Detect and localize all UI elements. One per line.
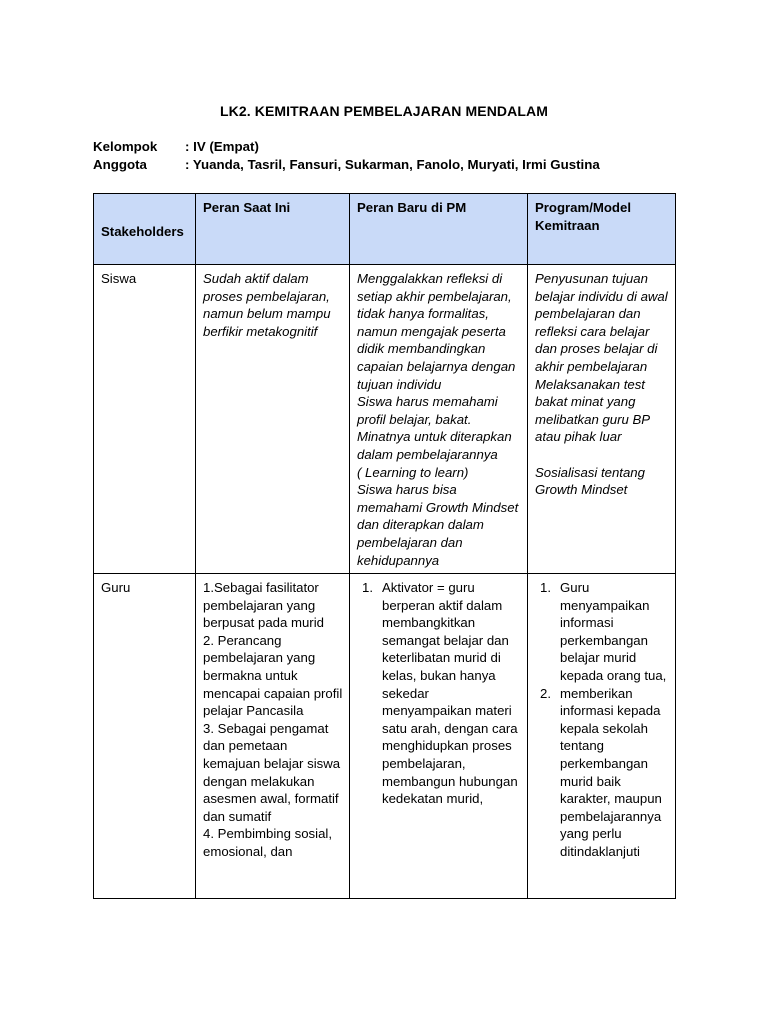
kelompok-value: : IV (Empat) [185, 139, 259, 154]
table-row-siswa [94, 265, 676, 574]
list-item [535, 579, 669, 685]
guru-peran-saat-ini [196, 574, 350, 899]
siswa-program-paragraph: Penyusunan tujuan belajar individu di awal pembelajaran dan refleksi cara belajar dan proses belajar di akhir pembelajaran [535, 271, 668, 374]
siswa-program [528, 265, 676, 574]
siswa-peran-baru-paragraph: ( Learning to learn) [357, 464, 469, 480]
guru-stakeholder: Guru [94, 574, 196, 899]
header-peran-saat-ini: Peran Saat Ini [196, 194, 350, 265]
siswa-program-spacer [535, 446, 669, 464]
guru-peran-baru [350, 574, 528, 899]
list-text: Guru menyampaikan informasi perkembangan belajar murid kepada orang tua, [560, 580, 667, 684]
document-title: LK2. KEMITRAAN PEMBELAJARAN MENDALAM [220, 103, 548, 119]
kelompok-label: Kelompok [93, 139, 158, 154]
header-program: Program/Model Kemitraan [528, 194, 676, 265]
list-number: 1. [540, 580, 551, 596]
list-text: memberikan informasi kepada kepala sekolah tentang perkembangan murid baik karakter, maupun pembelajarannya yang perlu ditindaklanjuti [560, 685, 662, 859]
guru-peran-saat-ini-item: 1.Sebagai fasilitator pembelajaran yang berpusat pada murid [203, 580, 324, 631]
list-number: 2. [540, 685, 551, 701]
guru-peran-saat-ini-item: 2. Perancang pembelajaran yang bermakna untuk mencapai capaian profil pelajar Pancasila [203, 632, 343, 719]
partnership-table [93, 193, 676, 899]
header-peran-baru: Peran Baru di PM [350, 194, 528, 265]
guru-program [528, 574, 676, 899]
guru-program-list [535, 579, 669, 861]
siswa-program-paragraph: Sosialisasi tentang Growth Mindset [535, 464, 645, 498]
list-number: 1. [362, 580, 373, 596]
siswa-peran-baru-paragraph: Menggalakkan refleksi di setiap akhir pembelajaran, tidak hanya formalitas, namun mengajak peserta didik membandingkan capaian belajarnya dengan tujuan individu [357, 271, 516, 392]
anggota-label: Anggota [93, 157, 147, 172]
kelompok-line [93, 139, 259, 154]
header-stakeholder: Stakeholders [94, 194, 196, 265]
guru-peran-baru-list [357, 579, 521, 808]
guru-peran-saat-ini-item: 4. Pembimbing sosial, emosional, dan [203, 826, 333, 859]
list-text: Aktivator = guru berperan aktif dalam membangkitkan semangat belajar dan keterlibatan murid di kelas, bukan hanya sekedar menyampaikan materi satu arah, dengan cara menghidupkan proses pembelajaran, membangun hubungan kedekatan murid, [382, 580, 518, 807]
anggota-line [93, 157, 600, 172]
siswa-peran-baru-paragraph: Siswa harus memahami profil belajar, bakat. Minatnya untuk diterapkan dalam pembelajarannya [357, 394, 512, 462]
siswa-stakeholder: Siswa [94, 265, 196, 574]
table-header-row [94, 194, 676, 265]
siswa-peran-saat-ini: Sudah aktif dalam proses pembelajaran, namun belum mampu berfikir metakognitif [196, 265, 350, 574]
siswa-peran-baru-paragraph: Siswa harus bisa memahami Growth Mindset dan diterapkan dalam pembelajaran dan kehidupannya [357, 482, 519, 568]
anggota-value: : Yuanda, Tasril, Fansuri, Sukarman, Fanolo, Muryati, Irmi Gustina [185, 157, 600, 172]
table-row-guru [94, 574, 676, 899]
siswa-peran-baru [350, 265, 528, 574]
list-item [357, 579, 521, 808]
guru-peran-saat-ini-item: 3. Sebagai pengamat dan pemetaan kemajuan belajar siswa dengan melakukan asesmen awal, formatif dan sumatif [203, 720, 341, 824]
list-item [535, 685, 669, 861]
siswa-program-paragraph: Melaksanakan test bakat minat yang melibatkan guru BP atau pihak luar [535, 376, 650, 445]
